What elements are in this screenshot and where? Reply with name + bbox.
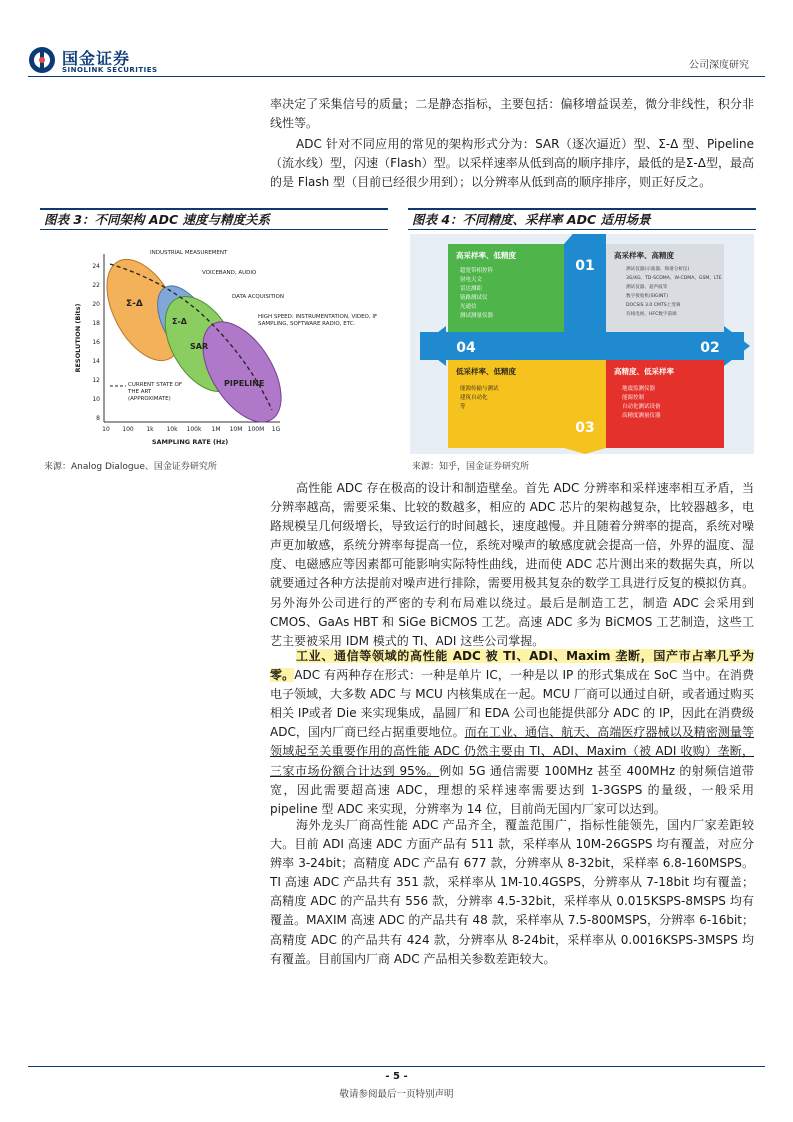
header-divider <box>28 76 765 77</box>
figure-3-title: 图表 3：不同架构 ADC 速度与精度关系 <box>40 208 388 230</box>
paragraph-1 <box>270 95 754 133</box>
fig3-app-industrial: INDUSTRIAL MEASUREMENT <box>150 250 228 256</box>
paragraph-5-text: 海外龙头厂商高性能 ADC 产品齐全，覆盖范围广，指标性能领先，国内厂家差距较大。目前 ADI 高速 ADC 方面产品有 511 款，采样率从 10M-26GSPS 均有覆盖，对应分辨率 3-24bit；高精度 ADC 产品有 677 款，分辨率从 8-32bit，采样率 6.8-160MSPS。TI 高速 ADC 产品共有 351 款，采样率从 1M-10.4GSPS，分辨率从 7-18bit 均有覆盖；高精度 ADC 的产品共有 556 款，分辨率 4.5-32bit，采样率从 0.015KSPS-8MSPS 均有覆盖。MAXIM 高速 ADC 的产品共有 48 款，采样率从 7.5-800MSPS，分辨率 6-16bit；高精度 ADC 的产品共有 424 款，分辨率从 8-24bit，采样率从 0.0016KSPS-3MSPS 均有覆盖。目前国内厂商 ADC 产品相关参数差距较大。 <box>270 818 754 966</box>
fig4-q1-item: 光通信 <box>460 304 477 310</box>
fig4-q3-num: 03 <box>575 420 595 436</box>
paragraph-4-body <box>270 647 754 819</box>
fig3-ytick: 16 <box>92 339 100 346</box>
fig4-q2-item: 数字接收机(SIGINT) <box>626 294 668 299</box>
figure-3-chart <box>40 232 388 454</box>
fig4-q3-item: 自动化测试设备 <box>622 404 661 410</box>
figure-3-svg <box>40 232 388 454</box>
fig3-ytick: 12 <box>92 377 100 384</box>
page-number: - 5 - <box>385 1071 408 1082</box>
fig3-xtick: 10M <box>229 426 243 433</box>
fig3-xtick: 1M <box>211 426 221 433</box>
figure-3-source: 来源：Analog Dialogue、国金证券研究所 <box>44 462 217 472</box>
fig3-xtick: 1k <box>146 426 154 433</box>
doc-type-label: 公司深度研究 <box>689 60 749 71</box>
fig3-label-pipeline: PIPELINE <box>224 379 265 388</box>
fig3-ylabel: RESOLUTION (Bits) <box>74 303 82 373</box>
fig4-q2-item: 有线电视、HFC数字前端 <box>626 312 677 317</box>
fig3-xtick: 100M <box>247 426 265 433</box>
fig4-q1-item: 链路测试仪 <box>460 295 488 301</box>
paragraph-3 <box>270 479 754 651</box>
fig4-q2-item: 3G/4G、TD-SCDMA、W-CDMA、GSM、LTE <box>626 276 722 281</box>
fig4-q1-item: 测试测量仪器 <box>460 313 494 319</box>
fig3-xtick: 10 <box>102 426 110 433</box>
fig3-xtick: 100 <box>122 426 134 433</box>
fig3-xlabel: SAMPLING RATE (Hz) <box>151 438 229 446</box>
fig3-ytick: 24 <box>92 263 100 270</box>
fig4-q3-item: 地震监测仪器 <box>622 386 656 392</box>
fig4-q4-item: 能源传输与测试 <box>460 386 499 392</box>
fig3-label-sar: SAR <box>190 342 209 351</box>
fig3-ytick: 10 <box>92 396 100 403</box>
fig4-q4-num: 04 <box>456 340 476 356</box>
fig4-q1-num: 01 <box>575 258 595 274</box>
fig4-q2-title: 高采样率、高精度 <box>614 251 674 260</box>
fig4-q1-item: 雷达测距 <box>460 286 483 292</box>
fig4-q1-item: 射电天文 <box>460 277 483 283</box>
fig4-q4-item: 等 <box>460 404 466 410</box>
fig4-q3-item: 能源控制 <box>622 395 645 401</box>
paragraph-4-text-b: 例如 5G 通信需要 100MHz 甚至 400MHz 的射频信道带宽，因此需要超高速 ADC，理想的采样速率需要达到 1-3GSPS 的量级，一般采用 pipeline 型 ADC 来实现，分辨率为 14 位，目前尚无国内厂家可以达到。 <box>270 763 754 816</box>
fig3-xtick: 1G <box>271 426 281 433</box>
fig3-xtick: 10k <box>166 426 178 433</box>
fig3-app-high-speed-wrap <box>258 314 386 354</box>
fig4-q1-title: 高采样率、低精度 <box>456 251 516 260</box>
paragraph-4-lead: 工业、通信等领域的高性能 ADC 被 TI、ADI、Maxim 垄断，国产市占率几乎为零。 <box>270 649 754 683</box>
figure-4-svg <box>410 234 754 454</box>
fig3-ytick: 22 <box>92 282 100 289</box>
figure-4-source: 来源：知乎，国金证券研究所 <box>412 462 530 472</box>
page-header <box>0 0 793 80</box>
logo-cn-text: 国金证券 <box>62 49 131 68</box>
fig3-ytick: 14 <box>92 358 100 365</box>
fig4-q4-title: 低采样率、低精度 <box>456 367 516 376</box>
sinolink-logo-icon <box>28 46 56 74</box>
paragraph-2-text: ADC 针对不同应用的常见的架构形式分为：SAR（逐次逼近）型、Σ-Δ 型、Pipeline（流水线）型，闪速（Flash）型。以采样速率从低到高的顺序排序，最低的是Σ-Δ型，最高的是 Flash 型（目前已经很少用到）；以分辨率从低到高的顺序排序，则正好反之。 <box>270 137 754 190</box>
footer-disclaimer: 敬请参阅最后一页特别声明 <box>339 1089 454 1100</box>
fig4-q4-item: 建筑自动化 <box>460 395 488 401</box>
fig3-app-high-speed: HIGH SPEED: INSTRUMENTATION, VIDEO, IF SAMPLING, SOFTWARE RADIO, ETC. <box>258 314 378 327</box>
fig3-legend-wrap <box>108 382 188 412</box>
fig4-q2-item: 测试仪器、超声波等 <box>626 285 668 290</box>
fig3-xtick: 100k <box>186 426 202 433</box>
fig4-q2-item: DOCSIS 3.0 CMTS上变频 <box>626 303 681 308</box>
paragraph-4-text-a: ADC 有两种存在形式：一种是单片 IC，一种是以 IP 的形式集成在 SoC 当中。在消费电子领域，大多数 ADC 与 MCU 内核集成在一起。MCU 厂商可以通过自研，或者通过购买相关 IP或者 Die 来实现集成，晶圆厂和 EDA 公司也能提供部分 ADC 的 IP，因此在消费级 ADC，国内厂商已经占据重要地位。 <box>270 668 754 740</box>
fig4-q1-item: 超宽带相控阵 <box>460 268 494 274</box>
fig3-ytick: 20 <box>92 301 100 308</box>
fig3-xticks <box>102 426 280 433</box>
logo-en-text: SINOLINK SECURITIES <box>62 66 158 74</box>
fig3-label-sigma-delta-2: Σ-Δ <box>172 317 187 326</box>
footer-divider <box>28 1066 765 1067</box>
paragraph-2 <box>270 135 754 192</box>
fig4-q2-num: 02 <box>700 340 720 356</box>
fig3-ytick: 18 <box>92 320 100 327</box>
figure-4-title: 图表 4：不同精度、采样率 ADC 适用场景 <box>408 208 756 230</box>
paragraph-1-text: 率决定了采集信号的质量；二是静态指标，主要包括：偏移增益误差，微分非线性，积分非线性等。 <box>270 97 754 131</box>
paragraph-4-underlined: 而在工业、通信、航天、高端医疗器械以及精密测量等领域起至关重要作用的高性能 ADC 仍然主要由 TI、ADI、Maxim（被 ADI 收购）垄断，三家市场份额合计达到 95%。 <box>270 725 754 778</box>
paragraph-5 <box>270 816 754 969</box>
paragraph-4 <box>270 647 754 819</box>
fig3-label-sigma-delta-1: Σ-Δ <box>126 299 143 309</box>
fig3-app-voiceband: VOICEBAND, AUDIO <box>202 270 257 276</box>
fig4-q3-title: 高精度、低采样率 <box>614 367 674 376</box>
fig4-q3-item: 高精度测量仪器 <box>622 413 661 419</box>
fig3-legend-text: CURRENT STATE OF THE ART (APPROXIMATE) <box>128 382 183 402</box>
fig3-yticks <box>92 263 100 422</box>
figure-4-diagram <box>410 234 754 454</box>
paragraph-3-text: 高性能 ADC 存在极高的设计和制造壁垒。首先 ADC 分辨率和采样速率相互矛盾，当分辨率越高，需要采集、比较的数越多，相应的 ADC 芯片的架构越复杂，比较器越多，电路规模呈几何级增长，导致运行的时间越长，速度越慢。并且随着分辨率的提高，系统对噪声更加敏感，系统分辨率每提高一位，系统对噪声的敏感度就会提高一倍，外界的温度、湿度、电磁感应等因素都可能影响实际特性曲线，进而使 ADC 芯片测出来的数据失真，所以就要通过各种方法提前对噪声进行排除，需要用极其复杂的数学工具进行反复的模拟仿真。另外海外公司进行的严密的专利布局难以绕过。最后是制造工艺，制造 ADC 会采用到 CMOS、GaAs HBT 和 SiGe BiCMOS 工艺。高速 ADC 多为 BiCMOS 工艺制造，这些工艺主要被采用 IDM 模式的 TI、ADI 这些公司掌握。 <box>270 481 754 648</box>
fig3-app-data-acq: DATA ACQUISITION <box>232 294 284 300</box>
fig3-ytick: 8 <box>96 415 100 422</box>
fig4-q2-item: 测试仪器(示波器、频谱分析仪) <box>626 267 690 272</box>
